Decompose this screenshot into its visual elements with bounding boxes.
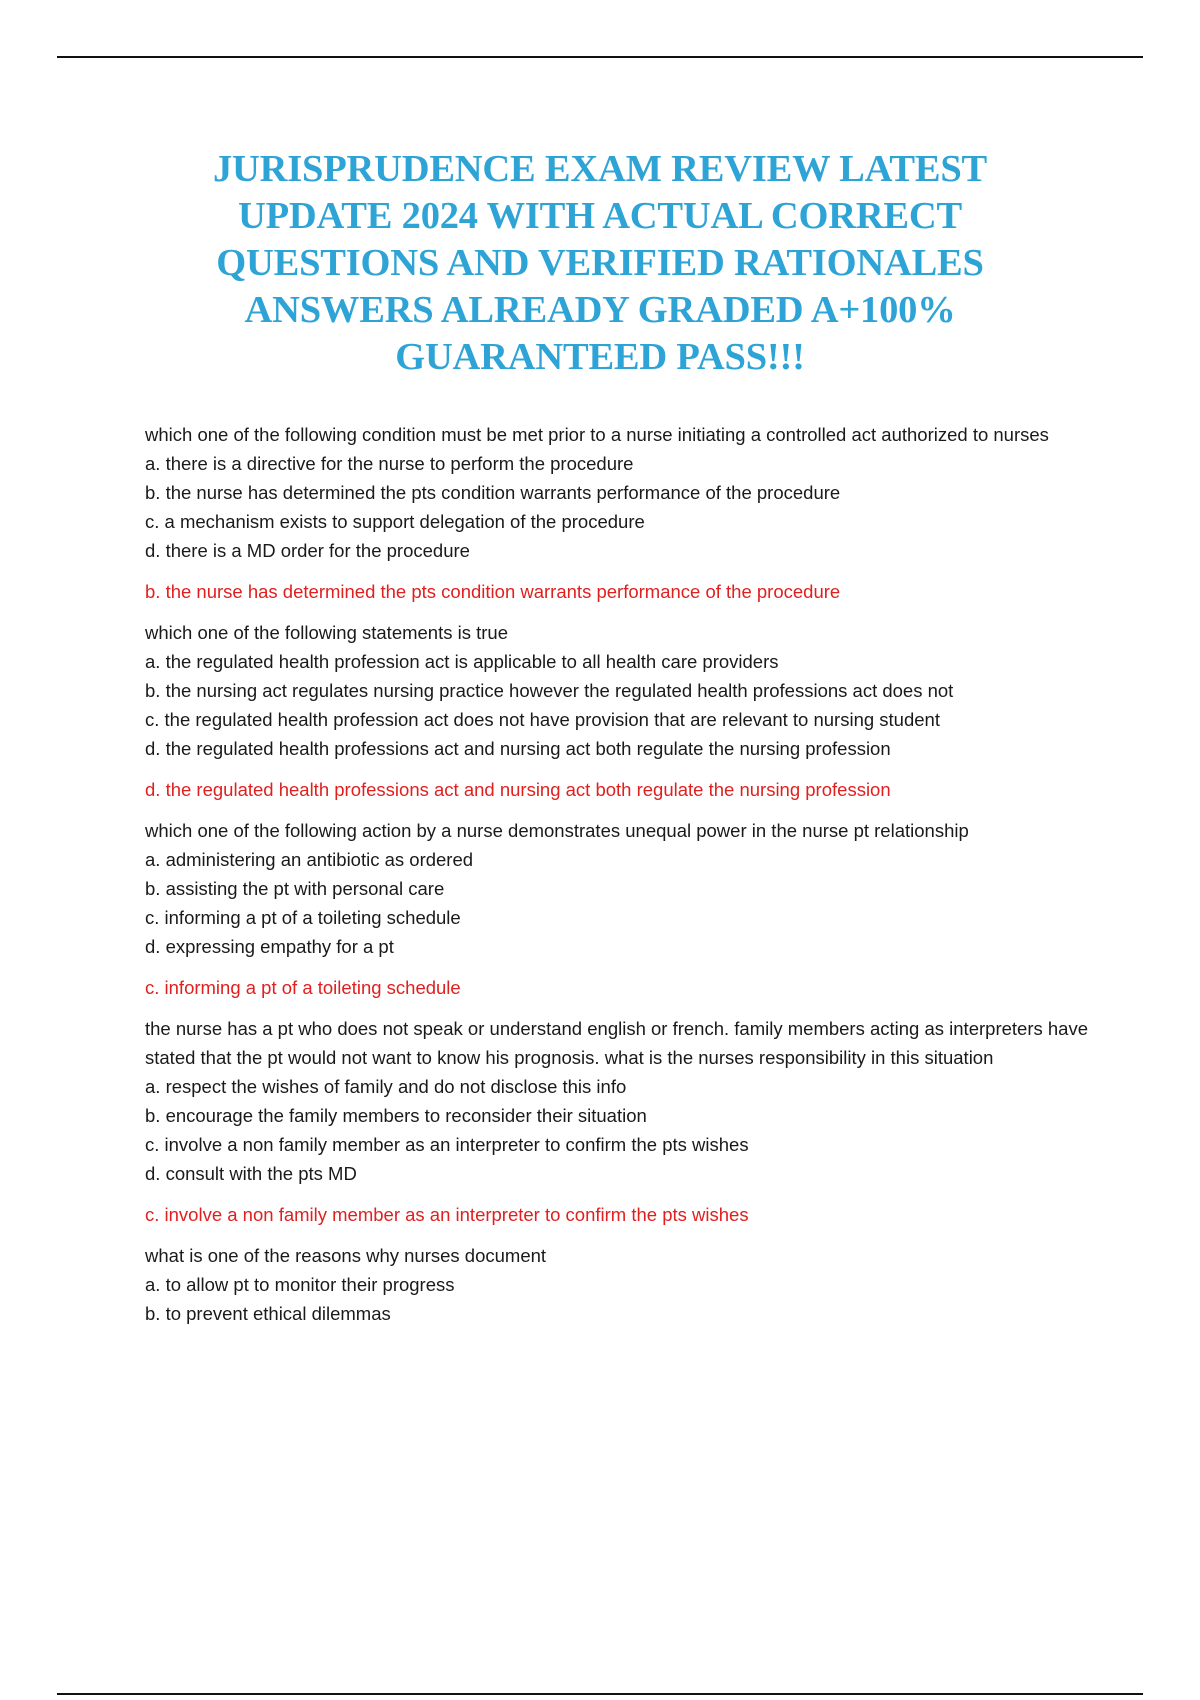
question-text: which one of the following action by a nurse demonstrates unequal power in the nurse pt relationship [145, 820, 969, 841]
correct-answer: c. informing a pt of a toileting schedule [145, 977, 461, 998]
question-block [145, 1014, 1095, 1229]
option-c: c. involve a non family member as an interpreter to confirm the pts wishes [145, 1134, 749, 1155]
option-c: c. informing a pt of a toileting schedule [145, 907, 461, 928]
question-block [145, 618, 1095, 804]
option-a: a. respect the wishes of family and do not disclose this info [145, 1076, 627, 1097]
correct-answer: d. the regulated health professions act and nursing act both regulate the nursing profession [145, 779, 891, 800]
question-block [145, 1241, 1095, 1328]
option-a: a. there is a directive for the nurse to perform the procedure [145, 453, 634, 474]
option-b: b. assisting the pt with personal care [145, 878, 445, 899]
correct-answer: b. the nurse has determined the pts condition warrants performance of the procedure [145, 581, 841, 602]
question-text: what is one of the reasons why nurses document [145, 1245, 547, 1266]
document-title: JURISPRUDENCE EXAM REVIEW LATEST UPDATE 2024 WITH ACTUAL CORRECT QUESTIONS AND VERIFIED RATIONALES ANSWERS ALREADY GRADED A+100% GUARANTEED PASS!!! [212, 148, 988, 378]
correct-answer: c. involve a non family member as an interpreter to confirm the pts wishes [145, 1204, 749, 1225]
option-d: d. there is a MD order for the procedure [145, 540, 470, 561]
question-block [145, 816, 1095, 1002]
question-text: the nurse has a pt who does not speak or understand english or french. family members acting as interpreters have stated that the pt would not want to know his prognosis. what is the nurses responsibility in this situation [145, 1018, 1088, 1068]
question-list [145, 420, 1095, 1340]
option-c: c. the regulated health profession act does not have provision that are relevant to nursing student [145, 709, 940, 730]
option-b: b. to prevent ethical dilemmas [145, 1303, 391, 1324]
option-c: c. a mechanism exists to support delegation of the procedure [145, 511, 645, 532]
option-a: a. administering an antibiotic as ordered [145, 849, 474, 870]
question-text: which one of the following condition must be met prior to a nurse initiating a controlled act authorized to nurses [145, 424, 1049, 445]
option-b: b. the nursing act regulates nursing practice however the regulated health professions act does not [145, 680, 954, 701]
question-text: which one of the following statements is true [145, 622, 508, 643]
question-block [145, 420, 1095, 606]
option-d: d. expressing empathy for a pt [145, 936, 394, 957]
option-d: d. the regulated health professions act and nursing act both regulate the nursing profession [145, 738, 891, 759]
option-b: b. the nurse has determined the pts condition warrants performance of the procedure [145, 482, 841, 503]
option-b: b. encourage the family members to reconsider their situation [145, 1105, 647, 1126]
option-a: a. to allow pt to monitor their progress [145, 1274, 455, 1295]
bottom-rule [57, 1693, 1143, 1695]
top-rule [57, 56, 1143, 58]
option-a: a. the regulated health profession act is applicable to all health care providers [145, 651, 779, 672]
option-d: d. consult with the pts MD [145, 1163, 357, 1184]
